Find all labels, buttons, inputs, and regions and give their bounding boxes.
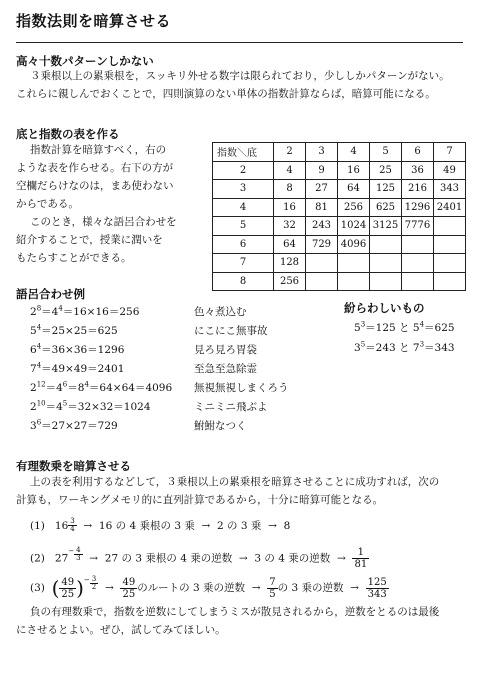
table-cell — [402, 272, 434, 291]
table-header-cell: 4 — [338, 143, 370, 162]
table-text-line: 指数計算を暗算すべく，右の — [30, 144, 167, 156]
table-header-cell: 5 — [370, 143, 402, 162]
table-row — [213, 198, 466, 217]
title-divider — [16, 42, 463, 43]
section-heading-patterns: 高々十数パターンしかない — [16, 54, 154, 68]
table-cell: 64 — [338, 180, 370, 199]
table-cell — [338, 272, 370, 291]
table-cell: 3125 — [370, 217, 402, 236]
rational-line-1: 上の表を利用するなどして，３乗根以上の累乗根を暗算させることに成功すれば，次の — [30, 476, 440, 488]
mnemonic-phrase: にこにこ無事故 — [194, 325, 268, 337]
table-cell: 4096 — [338, 235, 370, 254]
table-cell: 125 — [370, 180, 402, 199]
table-cell: 2401 — [434, 198, 466, 217]
table-cell: 81 — [306, 198, 338, 217]
table-header-row — [213, 143, 466, 162]
table-cell: 1024 — [338, 217, 370, 236]
table-cell — [434, 235, 466, 254]
table-row-label: 5 — [213, 217, 274, 236]
table-cell: 8 — [274, 180, 306, 199]
table-cell — [370, 235, 402, 254]
confusing-line-1: $5^3=125$ と $5^4=625$ — [354, 320, 455, 334]
table-row — [213, 161, 466, 180]
table-cell: 1296 — [402, 198, 434, 217]
confusing-line-2: $3^5=243$ と $7^3=343$ — [354, 340, 455, 354]
mnemonic-equation: $7^4=49\times 49=2401$ — [30, 361, 125, 375]
table-cell: 32 — [274, 217, 306, 236]
table-cell: 16 — [274, 198, 306, 217]
section-heading-rational: 有理数乗を暗算させる — [16, 459, 131, 473]
table-cell: 243 — [306, 217, 338, 236]
table-cell: 25 — [370, 161, 402, 180]
table-row-label: 6 — [213, 235, 274, 254]
table-cell — [402, 235, 434, 254]
mnemonic-phrase: 鮒鮒なつく — [194, 420, 247, 432]
table-row-label: 2 — [213, 161, 274, 180]
table-cell: 27 — [306, 180, 338, 199]
table-row-label: 8 — [213, 272, 274, 291]
table-cell — [434, 272, 466, 291]
example-1: (1) 16 $\frac{3}{4}$ → 16 の 4 乗根の 3 乗 → 2 の 3 乗 → 8 — [30, 517, 291, 533]
table-text-line: 空欄だらけなのは，まあ使わない — [16, 180, 174, 192]
table-row-label: 4 — [213, 198, 274, 217]
rational-line-3: 負の有理数乗で，指数を逆数にしてしまうミスが散見されるから，逆数をとるのは最後 — [30, 606, 440, 618]
table-row — [213, 235, 466, 254]
table-cell: 128 — [274, 254, 306, 273]
table-cell — [434, 254, 466, 273]
example-label: (1) — [30, 520, 45, 532]
example-label: (3) — [30, 582, 45, 594]
table-cell: 36 — [402, 161, 434, 180]
table-row — [213, 254, 466, 273]
table-cell — [306, 254, 338, 273]
table-cell: 49 — [434, 161, 466, 180]
table-cell: 7776 — [402, 217, 434, 236]
mnemonic-phrase: 色々煮込む — [194, 306, 247, 318]
table-cell: 64 — [274, 235, 306, 254]
table-cell: 216 — [402, 180, 434, 199]
patterns-line-1: ３乗根以上の累乗根を，スッキリ外せる数字は限られており，少ししかパターンがない。 — [30, 70, 450, 82]
page-title: 指数法則を暗算させる — [16, 12, 172, 30]
table-header-cell: 7 — [434, 143, 466, 162]
table-cell — [434, 217, 466, 236]
power-table — [212, 142, 466, 291]
table-text-line: もたらすことができる。 — [16, 252, 132, 264]
mnemonic-phrase: 見ろ見ろ胃袋 — [194, 344, 257, 356]
mnemonic-equation: $6^4=36\times 36=1296$ — [30, 342, 125, 356]
rational-line-4: にさせるとよい。ぜひ，試してみてほしい。 — [16, 624, 226, 636]
table-header-cell: 2 — [274, 143, 306, 162]
table-header-cell: 3 — [306, 143, 338, 162]
rational-line-2: 計算も，ワーキングメモリ的に直列計算であるから，十分に暗算可能となる。 — [16, 494, 384, 506]
table-cell: 9 — [306, 161, 338, 180]
example-label: (2) — [30, 552, 45, 565]
table-cell: 256 — [338, 198, 370, 217]
table-cell — [370, 272, 402, 291]
table-header-cell: 6 — [402, 143, 434, 162]
table-row — [213, 217, 466, 236]
mnemonic-equation: $3^6=27\times 27=729$ — [30, 418, 118, 432]
table-corner: 指数＼底 — [213, 143, 274, 162]
mnemonic-phrase: ミニミニ飛ぶよ — [194, 401, 268, 413]
mnemonic-equation: $2^{10}=4^5=32\times 32=1024$ — [30, 399, 151, 413]
table-text-line: ような表を作らせる。右下の方が — [16, 162, 174, 174]
example-3: (3) ( $\frac{49}{25}$ )− $\frac{3}{2}$ → $\frac{49}{25}$ のルートの 3 乗の逆数 → $\frac{7}{5}$ の 3 乗の逆数 → $\frac{125}{343}$ — [30, 575, 387, 600]
table-cell — [370, 254, 402, 273]
mnemonic-equation: $2^{12}=4^6=8^4=64\times 64=4096$ — [30, 380, 173, 394]
example-2: (2) 27− $\frac{4}{3}$ → 27 の 3 乗根の 4 乗の逆数 → 3 の 4 乗の逆数 → $\frac{1}{81}$ — [30, 546, 368, 570]
table-row-label: 3 — [213, 180, 274, 199]
confusing-heading: 紛らわしいもの — [344, 301, 425, 315]
table-cell: 729 — [306, 235, 338, 254]
patterns-line-2: これらに親しんでおくことで，四則演算のない単体の指数計算ならば，暗算可能になる。 — [16, 88, 436, 100]
table-text-line: このとき，様々な語呂合わせを — [30, 216, 177, 228]
table-row — [213, 272, 466, 291]
mnemonic-equation: $2^8=4^4=16\times 16=256$ — [30, 304, 140, 318]
table-text-line: 紹介することで，授業に潤いを — [16, 234, 163, 246]
mnemonic-phrase: 至急至急除霊 — [194, 363, 257, 375]
table-row — [213, 180, 466, 199]
table-cell — [338, 254, 370, 273]
table-cell: 625 — [370, 198, 402, 217]
table-text-line: からである。 — [16, 198, 79, 210]
table-cell — [306, 272, 338, 291]
mnemonic-phrase: 無視無視しまくろう — [194, 382, 289, 394]
table-cell — [402, 254, 434, 273]
table-cell: 16 — [338, 161, 370, 180]
section-heading-mnemonics: 語呂合わせ例 — [16, 287, 85, 301]
table-row-label: 7 — [213, 254, 274, 273]
table-cell: 4 — [274, 161, 306, 180]
table-cell: 343 — [434, 180, 466, 199]
section-heading-table: 底と指数の表を作る — [16, 127, 120, 141]
table-cell: 256 — [274, 272, 306, 291]
mnemonic-equation: $5^4=25\times 25=625$ — [30, 323, 118, 337]
